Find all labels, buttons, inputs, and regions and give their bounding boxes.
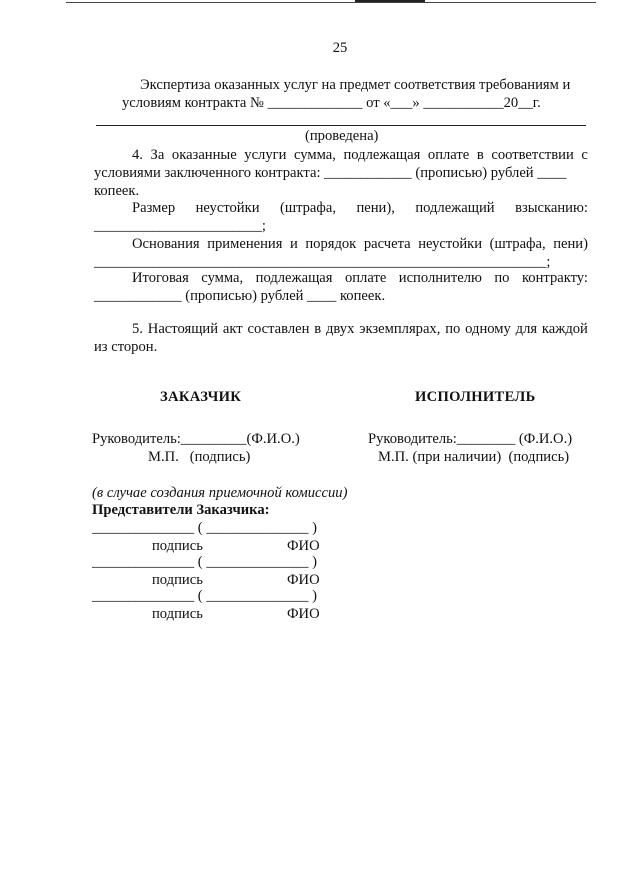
word: 5. [132,321,143,337]
word: экземплярах, [359,321,441,337]
word: неустойки [418,236,483,252]
word: пени), [356,200,395,216]
word: исполнителю [398,270,482,286]
grounds-line-1 [132,236,588,253]
word: подлежащая [343,147,421,163]
word: Итоговая [132,270,189,286]
word: (штрафа, [489,236,546,252]
fio-label-1: ФИО [287,538,320,554]
word: оплате [344,270,387,286]
item4-line-1 [132,147,588,164]
fio-label-2: ФИО [287,572,320,588]
word: двух [325,321,355,337]
word: соответствии [491,147,574,163]
word: каждой [541,321,588,337]
contractor-stamp-line: М.П. (при наличии) (подпись) [378,449,570,465]
word: подлежащий [415,200,495,216]
contractor-heading: ИСПОЛНИТЕЛЬ [415,389,536,405]
item4-line-2: условиями заключенного контракта: ____________ (прописью) рублей ____ [94,165,567,181]
expertise-line-1: Экспертиза оказанных услуг на предмет соответствия требованиям и [140,77,571,93]
expertise-caption: (проведена) [305,128,379,144]
top-border-line [66,2,596,3]
word: по [494,270,510,286]
signature-row-2: ______________ ( ______________ ) [92,554,317,570]
word: контракту: [521,270,588,286]
commission-note: (в случае создания приемочной комиссии) [92,485,348,501]
penalty-line-1 [132,200,588,217]
total-line-1 [132,270,588,287]
word: расчета [363,236,411,252]
word: неустойки [195,200,260,216]
signature-row-1: ______________ ( ______________ ) [92,520,317,536]
word: порядок [305,236,357,252]
word: и [289,236,298,252]
word: подлежащая [255,270,333,286]
word: для [515,321,538,337]
commission-title: Представители Заказчика: [92,502,270,518]
word: За [150,147,165,163]
word: в [476,147,484,163]
customer-head-line: Руководитель:_________(Ф.И.О.) [92,431,300,447]
top-border-mark [355,0,425,2]
fio-label-3: ФИО [287,606,320,622]
word: оплате [427,147,470,163]
customer-stamp-line: М.П. (подпись) [148,449,251,465]
word: услуги [244,147,287,163]
word: одному [465,321,511,337]
signature-label-1: подпись [152,538,203,554]
signature-label-2: подпись [152,572,203,588]
word: с [581,147,588,163]
grounds-blank: ______________________________________________________________; [94,254,551,270]
word: Размер [132,200,176,216]
word: акт [222,321,243,337]
customer-heading: ЗАКАЗЧИК [160,389,242,405]
word: сумма, [201,270,244,286]
word: оказанные [171,147,237,163]
penalty-blank: _______________________; [94,218,266,234]
word: взысканию: [515,200,588,216]
word: в [314,321,322,337]
word: применения [207,236,283,252]
word: составлен [247,321,310,337]
total-line-2: ____________ (прописью) рублей ____ копеек. [94,288,386,304]
item4-line-3: копеек. [94,183,140,199]
contractor-head-line: Руководитель:________ (Ф.И.О.) [368,431,573,447]
word: Настоящий [147,321,219,337]
item5-line-1 [132,321,588,338]
word: Основания [132,236,200,252]
word: сумма, [294,147,336,163]
page-number: 25 [332,40,348,56]
signature-label-3: подпись [152,606,203,622]
signature-row-3: ______________ ( ______________ ) [92,588,317,604]
expertise-line-2: условиям контракта № _____________ от «___» ___________20__г. [122,95,541,111]
item5-line-2: из сторон. [94,339,158,355]
expertise-underline [96,125,586,126]
word: 4. [132,147,143,163]
word: по [445,321,461,337]
word: (штрафа, [279,200,336,216]
word: пени) [553,236,588,252]
